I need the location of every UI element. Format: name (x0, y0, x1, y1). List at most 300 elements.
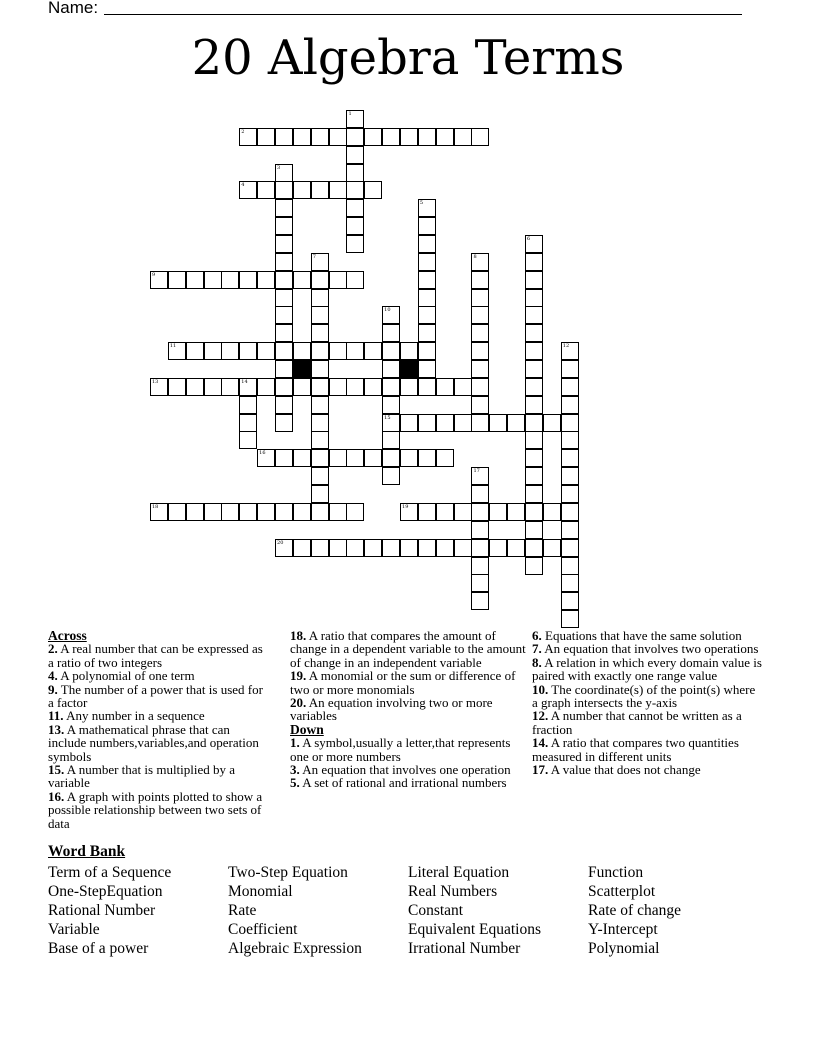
grid-cell[interactable] (275, 360, 293, 378)
grid-cell[interactable] (418, 253, 436, 271)
grid-cell[interactable] (525, 449, 543, 467)
grid-cell[interactable] (293, 271, 311, 289)
across-clue (48, 723, 270, 763)
word-bank-item: Rate (228, 902, 257, 919)
clue-text: The coordinate(s) of the point(s) where a graph intersects the y-axis (532, 681, 756, 711)
grid-cell[interactable] (346, 271, 364, 289)
grid-cell[interactable] (471, 360, 489, 378)
grid-cell[interactable] (275, 306, 293, 324)
grid-clue-number: 17 (473, 468, 480, 475)
grid-cell[interactable] (311, 449, 329, 467)
grid-cell[interactable] (436, 128, 454, 146)
grid-cell[interactable] (329, 449, 347, 467)
word-bank-item: Constant (408, 902, 464, 919)
word-bank-item: One-StepEquation (48, 883, 163, 900)
across-clue (290, 669, 526, 696)
grid-cell[interactable] (275, 235, 293, 253)
down-clue (532, 736, 762, 763)
grid-cell[interactable] (418, 539, 436, 557)
clue-text: Any number in a sequence (63, 708, 205, 724)
grid-cell[interactable] (275, 253, 293, 271)
grid-cell[interactable] (239, 503, 257, 521)
grid-cell[interactable] (561, 378, 579, 396)
across-clue (48, 683, 270, 710)
grid-cell[interactable] (400, 414, 418, 432)
grid-cell[interactable] (382, 360, 400, 378)
word-bank-item: Monomial (228, 883, 293, 900)
grid-cell[interactable] (275, 289, 293, 307)
grid-cell[interactable] (471, 557, 489, 575)
word-bank-item: Two-Step Equation (228, 864, 348, 881)
grid-cell[interactable] (275, 414, 293, 432)
grid-cell[interactable] (543, 503, 561, 521)
grid-cell[interactable] (329, 181, 347, 199)
grid-cell[interactable] (471, 539, 489, 557)
clue-number: 11. (48, 708, 64, 724)
grid-cell[interactable] (471, 414, 489, 432)
clues-column-2 (290, 629, 526, 790)
grid-cell[interactable] (454, 128, 472, 146)
grid-cell[interactable] (471, 271, 489, 289)
grid-cell[interactable] (400, 378, 418, 396)
grid-cell[interactable] (400, 342, 418, 360)
grid-cell[interactable] (346, 449, 364, 467)
word-bank-column (228, 863, 362, 958)
grid-cell[interactable] (168, 503, 186, 521)
grid-cell[interactable] (329, 503, 347, 521)
grid-cell[interactable] (525, 521, 543, 539)
grid-cell[interactable] (275, 449, 293, 467)
grid-cell[interactable] (346, 181, 364, 199)
grid-cell[interactable] (507, 414, 525, 432)
grid-cell[interactable] (186, 342, 204, 360)
word-bank-column (48, 863, 171, 958)
black-square (400, 360, 418, 378)
grid-cell[interactable] (311, 289, 329, 307)
clues-column-3 (532, 629, 762, 776)
grid-cell[interactable] (257, 503, 275, 521)
grid-cell[interactable] (418, 378, 436, 396)
grid-cell[interactable] (346, 378, 364, 396)
across-clue (48, 642, 270, 669)
clue-text: A relation in which every domain value is paired with exactly one range value (532, 654, 762, 684)
down-clue (532, 763, 762, 776)
across-clue (48, 790, 270, 830)
grid-cell[interactable] (525, 539, 543, 557)
grid-cell[interactable] (525, 253, 543, 271)
grid-cell[interactable] (561, 592, 579, 610)
grid-cell[interactable] (311, 324, 329, 342)
grid-cell[interactable] (418, 289, 436, 307)
grid-cell[interactable] (561, 521, 579, 539)
grid-cell[interactable] (311, 414, 329, 432)
grid-cell[interactable] (257, 342, 275, 360)
grid-cell[interactable] (525, 396, 543, 414)
grid-cell[interactable] (186, 271, 204, 289)
word-bank-item: Irrational Number (408, 940, 521, 957)
clue-number: 15. (48, 762, 65, 778)
grid-cell[interactable] (561, 396, 579, 414)
clue-number: 14. (532, 735, 549, 751)
grid-cell[interactable] (311, 378, 329, 396)
down-clue (290, 763, 526, 776)
grid-cell[interactable] (186, 378, 204, 396)
grid-cell[interactable] (525, 378, 543, 396)
grid-cell[interactable] (311, 396, 329, 414)
grid-cell[interactable] (418, 449, 436, 467)
down-clue (532, 683, 762, 710)
down-clue (290, 736, 526, 763)
word-bank-item: Function (588, 864, 644, 881)
grid-cell[interactable] (436, 449, 454, 467)
grid-cell[interactable] (186, 503, 204, 521)
grid-cell[interactable] (382, 128, 400, 146)
grid-cell[interactable] (561, 574, 579, 592)
grid-cell[interactable] (221, 503, 239, 521)
grid-cell[interactable] (507, 503, 525, 521)
grid-cell[interactable] (525, 271, 543, 289)
grid-clue-number: 10 (384, 307, 391, 314)
clue-text: A monomial or the sum or difference of two or more monomials (290, 668, 516, 697)
grid-cell[interactable] (382, 449, 400, 467)
grid-cell[interactable] (561, 539, 579, 557)
word-bank-column (588, 863, 681, 958)
grid-clue-number: 3 (277, 164, 281, 171)
grid-cell[interactable] (311, 539, 329, 557)
clue-number: 19. (290, 668, 307, 684)
grid-cell[interactable] (204, 503, 222, 521)
grid-cell[interactable] (346, 128, 364, 146)
grid-cell[interactable] (561, 557, 579, 575)
across-clue (48, 709, 270, 722)
grid-clue-number: 16 (259, 450, 266, 457)
clue-number: 10. (532, 681, 549, 697)
grid-clue-number: 19 (402, 503, 409, 510)
grid-cell[interactable] (543, 414, 561, 432)
grid-cell[interactable] (364, 342, 382, 360)
down-clue (532, 656, 762, 683)
grid-cell[interactable] (275, 217, 293, 235)
grid-cell[interactable] (346, 146, 364, 164)
word-bank-item: Scatterplot (588, 883, 656, 900)
grid-cell[interactable] (525, 306, 543, 324)
grid-cell[interactable] (329, 128, 347, 146)
grid-cell[interactable] (257, 271, 275, 289)
word-bank-item: Term of a Sequence (48, 864, 172, 881)
grid-cell[interactable] (382, 378, 400, 396)
grid-cell[interactable] (561, 414, 579, 432)
clue-text: A number that cannot be written as a fraction (532, 708, 742, 737)
grid-cell[interactable] (275, 128, 293, 146)
grid-cell[interactable] (418, 503, 436, 521)
grid-cell[interactable] (239, 414, 257, 432)
grid-cell[interactable] (436, 414, 454, 432)
grid-clue-number: 8 (473, 253, 477, 260)
grid-cell[interactable] (221, 342, 239, 360)
word-bank-item: Rational Number (48, 902, 156, 919)
clue-number: 18. (290, 628, 307, 643)
grid-clue-number: 20 (277, 539, 284, 546)
grid-cell[interactable] (382, 431, 400, 449)
grid-cell[interactable] (239, 431, 257, 449)
clue-text: A ratio that compares two quantities measured in different units (532, 735, 739, 764)
grid-cell[interactable] (329, 271, 347, 289)
across-clue (290, 629, 526, 669)
grid-cell[interactable] (311, 342, 329, 360)
grid-cell[interactable] (329, 539, 347, 557)
grid-cell[interactable] (275, 396, 293, 414)
word-bank-item: Y-Intercept (588, 921, 658, 938)
clue-number: 12. (532, 708, 549, 724)
grid-clue-number: 13 (152, 378, 159, 385)
grid-cell[interactable] (311, 181, 329, 199)
grid-cell[interactable] (221, 271, 239, 289)
clue-number: 2. (48, 641, 58, 657)
grid-cell[interactable] (275, 199, 293, 217)
across-clue (48, 763, 270, 790)
grid-cell[interactable] (471, 396, 489, 414)
grid-cell[interactable] (168, 378, 186, 396)
clue-text: An equation that involves two operations (541, 641, 759, 657)
grid-cell[interactable] (311, 360, 329, 378)
grid-cell[interactable] (293, 449, 311, 467)
grid-cell[interactable] (275, 271, 293, 289)
name-label: Name: (48, 0, 99, 17)
grid-cell[interactable] (293, 342, 311, 360)
grid-cell[interactable] (454, 378, 472, 396)
clue-number: 3. (290, 762, 300, 778)
grid-cell[interactable] (525, 431, 543, 449)
grid-cell[interactable] (311, 503, 329, 521)
grid-cell[interactable] (382, 324, 400, 342)
grid-cell[interactable] (561, 485, 579, 503)
clue-text: A polynomial of one term (57, 668, 195, 684)
across-heading: Across (48, 628, 87, 643)
grid-cell[interactable] (471, 306, 489, 324)
grid-cell[interactable] (561, 467, 579, 485)
grid-cell[interactable] (257, 378, 275, 396)
grid-cell[interactable] (293, 378, 311, 396)
grid-cell[interactable] (471, 574, 489, 592)
grid-cell[interactable] (329, 378, 347, 396)
grid-clue-number: 5 (419, 200, 424, 207)
grid-clue-number: 12 (562, 343, 570, 350)
grid-cell[interactable] (418, 324, 436, 342)
grid-cell[interactable] (418, 414, 436, 432)
grid-cell[interactable] (275, 181, 293, 199)
grid-cell[interactable] (489, 503, 507, 521)
grid-cell[interactable] (221, 378, 239, 396)
grid-cell[interactable] (364, 539, 382, 557)
grid-cell[interactable] (418, 342, 436, 360)
clues-column-1 (48, 629, 270, 830)
grid-cell[interactable] (293, 539, 311, 557)
grid-cell[interactable] (257, 128, 275, 146)
clue-number: 20. (290, 695, 307, 711)
grid-cell[interactable] (346, 217, 364, 235)
grid-cell[interactable] (311, 485, 329, 503)
grid-cell[interactable] (346, 164, 364, 182)
grid-clue-number: 9 (152, 271, 156, 278)
word-bank-item: Equivalent Equations (408, 921, 542, 938)
grid-cell[interactable] (293, 503, 311, 521)
clue-number: 16. (48, 788, 65, 804)
grid-cell[interactable] (418, 235, 436, 253)
grid-cell[interactable] (436, 378, 454, 396)
grid-cell[interactable] (239, 342, 257, 360)
grid-cell[interactable] (418, 360, 436, 378)
clue-text: A value that does not change (548, 762, 701, 778)
grid-cell[interactable] (364, 449, 382, 467)
grid-cell[interactable] (525, 360, 543, 378)
grid-cell[interactable] (275, 342, 293, 360)
grid-cell[interactable] (400, 449, 418, 467)
grid-cell[interactable] (346, 199, 364, 217)
grid-clue-number: 1 (348, 111, 352, 117)
grid-cell[interactable] (561, 431, 579, 449)
grid-cell[interactable] (471, 342, 489, 360)
grid-clue-number: 7 (312, 253, 316, 260)
clue-text: An equation involving two or more variables (290, 695, 493, 724)
grid-cell[interactable] (525, 324, 543, 342)
word-bank-title: Word Bank (48, 843, 126, 860)
grid-cell[interactable] (543, 539, 561, 557)
grid-cell[interactable] (525, 289, 543, 307)
grid-cell[interactable] (275, 503, 293, 521)
grid-cell[interactable] (239, 271, 257, 289)
clue-number: 8. (532, 654, 542, 670)
grid-cell[interactable] (471, 128, 489, 146)
word-bank-item: Algebraic Expression (228, 940, 362, 957)
grid-cell[interactable] (346, 539, 364, 557)
grid-cell[interactable] (293, 128, 311, 146)
grid-cell[interactable] (561, 449, 579, 467)
grid-cell[interactable] (311, 128, 329, 146)
grid-cell[interactable] (311, 431, 329, 449)
grid-cell[interactable] (471, 592, 489, 610)
grid-cell[interactable] (454, 414, 472, 432)
across-clue (48, 669, 270, 682)
grid-cell[interactable] (525, 485, 543, 503)
word-bank-item: Coefficient (228, 921, 298, 938)
grid-cell[interactable] (275, 378, 293, 396)
grid-cell[interactable] (525, 342, 543, 360)
grid-cell[interactable] (525, 467, 543, 485)
grid-cell[interactable] (382, 342, 400, 360)
grid-cell[interactable] (436, 539, 454, 557)
grid-cell[interactable] (329, 342, 347, 360)
grid-cell[interactable] (364, 128, 382, 146)
word-bank-item: Base of a power (48, 940, 149, 957)
grid-cell[interactable] (489, 539, 507, 557)
grid-cell[interactable] (293, 181, 311, 199)
grid-cell[interactable] (561, 503, 579, 521)
grid-cell[interactable] (204, 378, 222, 396)
grid-clue-number: 15 (384, 414, 391, 421)
grid-cell[interactable] (561, 360, 579, 378)
grid-cell[interactable] (346, 235, 364, 253)
grid-cell[interactable] (418, 306, 436, 324)
black-square (293, 360, 311, 378)
clue-text: A number that is multiplied by a variable (48, 762, 236, 791)
down-heading: Down (290, 721, 324, 737)
grid-cell[interactable] (454, 539, 472, 557)
grid-cell[interactable] (471, 378, 489, 396)
clue-number: 7. (532, 641, 542, 657)
page-title: 20 Algebra Terms (191, 30, 625, 86)
clue-text: A set of rational and irrational numbers (299, 775, 507, 791)
grid-cell[interactable] (311, 467, 329, 485)
grid-cell[interactable] (454, 503, 472, 521)
grid-clue-number: 18 (152, 503, 159, 510)
clue-number: 13. (48, 721, 65, 737)
down-clue (290, 776, 526, 789)
grid-cell[interactable] (436, 503, 454, 521)
grid-cell[interactable] (311, 271, 329, 289)
grid-cell[interactable] (418, 217, 436, 235)
grid-cell[interactable] (418, 128, 436, 146)
word-bank-item: Rate of change (588, 902, 681, 919)
grid-cell[interactable] (364, 378, 382, 396)
clue-text: A real number that can be expressed as a ratio of two integers (48, 641, 263, 670)
grid-cell[interactable] (257, 181, 275, 199)
word-bank-item: Variable (48, 921, 100, 938)
grid-cell[interactable] (382, 539, 400, 557)
across-clue (290, 696, 526, 723)
down-clue (532, 642, 762, 655)
clue-text: A mathematical phrase that can include numbers,variables,and operation symbols (48, 721, 259, 764)
grid-cell[interactable] (471, 289, 489, 307)
grid-cell[interactable] (168, 271, 186, 289)
clue-number: 4. (48, 668, 58, 684)
grid-cell[interactable] (275, 324, 293, 342)
grid-cell[interactable] (525, 503, 543, 521)
grid-cell[interactable] (525, 414, 543, 432)
grid-cell[interactable] (382, 396, 400, 414)
grid-clue-number: 2 (241, 128, 245, 135)
grid-cell[interactable] (382, 467, 400, 485)
clue-text: The number of a power that is used for a factor (48, 681, 263, 711)
down-clue (532, 709, 762, 736)
grid-cell[interactable] (471, 324, 489, 342)
grid-clue-number: 4 (241, 182, 245, 189)
clue-text: A graph with points plotted to show a possible relationship between two sets of data (48, 788, 263, 831)
grid-cell[interactable] (471, 503, 489, 521)
grid-cell[interactable] (525, 557, 543, 575)
grid-cell[interactable] (471, 485, 489, 503)
grid-cell[interactable] (418, 271, 436, 289)
grid-cell[interactable] (311, 306, 329, 324)
grid-cell[interactable] (561, 610, 579, 628)
grid-cell[interactable] (346, 342, 364, 360)
grid-clue-number: 6 (527, 236, 531, 243)
clue-number: 17. (532, 762, 549, 778)
grid-cell[interactable] (364, 181, 382, 199)
grid-cell[interactable] (400, 128, 418, 146)
clue-text: A ratio that compares the amount of change in a dependent variable to the amount of change in an independent variable (290, 628, 526, 670)
grid-cell[interactable] (471, 521, 489, 539)
clue-text: An equation that involves one operation (299, 762, 511, 778)
grid-cell[interactable] (346, 503, 364, 521)
grid-cell[interactable] (507, 539, 525, 557)
grid-cell[interactable] (239, 396, 257, 414)
clue-number: 1. (290, 735, 300, 751)
clue-number: 6. (532, 628, 542, 643)
grid-cell[interactable] (204, 342, 222, 360)
grid-cell[interactable] (489, 414, 507, 432)
grid-cell[interactable] (204, 271, 222, 289)
grid-cell[interactable] (400, 539, 418, 557)
